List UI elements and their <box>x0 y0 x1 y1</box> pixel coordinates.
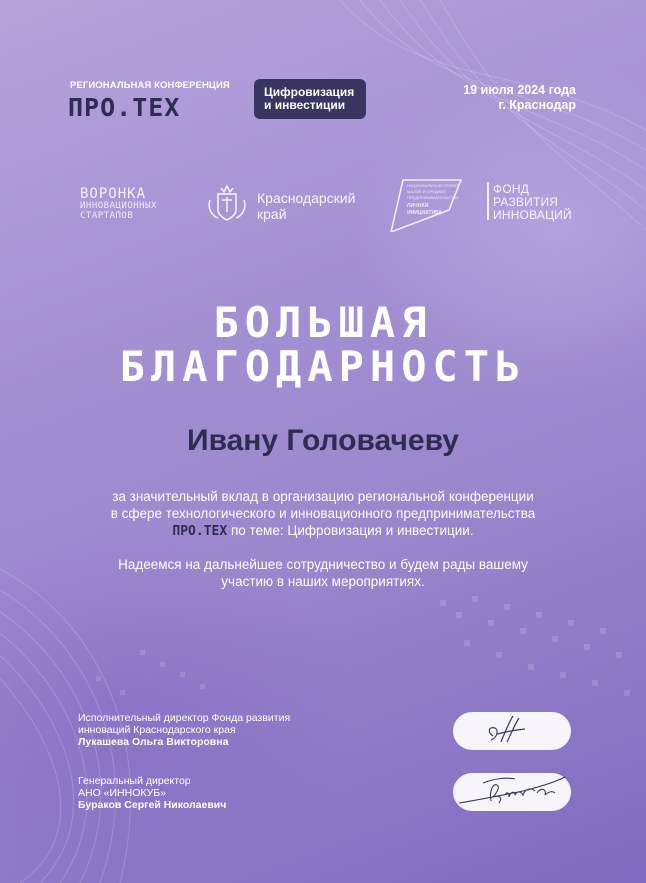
national-project-logo-icon <box>389 176 463 232</box>
event-date-location <box>463 83 576 113</box>
conference-logo: ПРО.ТЕХ <box>68 93 181 122</box>
svg-text:ПРЕДПРИНИМАТЕЛЬСТВО: ПРЕДПРИНИМАТЕЛЬСТВО <box>407 195 459 200</box>
certificate-title-line-2: БЛАГОДАРНОСТЬ <box>119 342 527 391</box>
certificate-title-line-1: БОЛЬШАЯ <box>213 298 433 347</box>
signatory-2-name: Бураков Сергей Николаевич <box>78 799 227 811</box>
signatory-1-role-line-2: инноваций Краснодарского края <box>78 724 236 736</box>
signature-1-box <box>453 712 571 750</box>
partner-voronka-line-2: ИННОВАЦИОННЫХ <box>80 201 157 211</box>
partner-krasnodar-line-2: край <box>257 206 287 222</box>
signature-1-handwriting <box>453 712 571 750</box>
svg-text:ЛИЧНАЯ: ЛИЧНАЯ <box>407 203 429 209</box>
topic-line-2: и инвестиции <box>264 98 346 112</box>
closing-line-1: Надеемся на дальнейшее сотрудничество и будем рады вашему <box>118 557 528 572</box>
svg-text:ИНИЦИАТИВА: ИНИЦИАТИВА <box>407 210 443 216</box>
body-line-3 <box>60 522 586 540</box>
partner-krasnodar-text <box>257 190 355 222</box>
inline-protech-logo: ПРО.ТЕХ <box>172 524 228 539</box>
signatory-2-role-line-2: АНО «ИННОКУБ» <box>78 787 167 799</box>
krasnodar-coat-of-arms-icon <box>204 180 250 224</box>
recipient-name: Ивану Головачеву <box>187 424 459 457</box>
svg-text:МАЛОЕ И СРЕДНЕЕ: МАЛОЕ И СРЕДНЕЕ <box>407 189 446 194</box>
body-line-1: за значительный вклад в организацию региональной конференции <box>112 489 534 504</box>
signatory-2 <box>78 775 226 811</box>
topic-badge <box>254 79 366 119</box>
partner-fond-text <box>493 183 572 222</box>
partner-krasnodar-line-1: Краснодарский <box>257 190 356 206</box>
body-line-3-text: по теме: Цифровизация и инвестиции. <box>227 523 474 538</box>
topic-line-1: Цифровизация <box>264 85 355 99</box>
event-city: г. Краснодар <box>498 98 576 112</box>
partner-fond-divider <box>487 182 489 220</box>
signatory-1 <box>78 712 290 748</box>
partner-voronka-title: ВОРОНКА <box>80 186 147 202</box>
conference-label: РЕГИОНАЛЬНАЯ КОНФЕРЕНЦИЯ <box>70 80 230 91</box>
signatory-2-role-line-1: Генеральный директор <box>78 775 191 787</box>
partner-fond-line-1: ФОНД <box>493 182 530 196</box>
closing-text <box>60 556 586 590</box>
signatory-1-role-line-1: Исполнительный директор Фонда развития <box>78 712 291 724</box>
signature-2-box <box>453 773 571 811</box>
svg-text:НАЦИОНАЛЬНЫЙ ПРОЕКТ: НАЦИОНАЛЬНЫЙ ПРОЕКТ <box>407 183 459 188</box>
body-line-2: в сфере технологического и инновационного предпринимательства <box>110 506 536 521</box>
event-date: 19 июля 2024 года <box>463 83 576 97</box>
closing-line-2: участию в наших мероприятиях. <box>221 574 425 589</box>
partner-fond-line-2: РАЗВИТИЯ <box>493 195 559 209</box>
signatory-1-name: Лукашева Ольга Викторовна <box>78 736 229 748</box>
partner-fond-line-3: ИННОВАЦИЙ <box>493 208 572 222</box>
signature-2-handwriting <box>453 773 571 811</box>
certificate-body <box>60 488 586 540</box>
partner-voronka-line-3: СТАРТАПОВ <box>80 211 134 221</box>
